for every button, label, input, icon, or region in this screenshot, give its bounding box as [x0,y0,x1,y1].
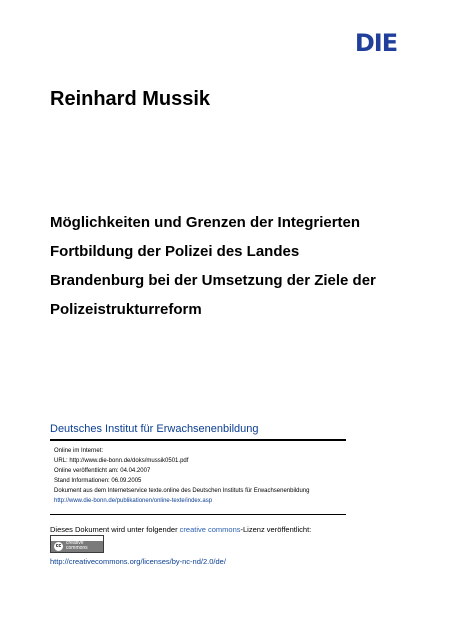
author-name: Reinhard Mussik [50,88,211,110]
info-date: Stand Informationen: 06.09.2005 [54,478,142,484]
document-source: Dokument aus dem Internetservice texte.online des Deutschen Instituts für Erwachsenenbildung [54,488,310,494]
institute-name: Deutsches Institut für Erwachsenenbildung [50,423,259,435]
badge-text [66,541,88,551]
creative-commons-link[interactable]: creative commons [179,525,241,534]
online-texts-link[interactable]: http://www.die-bonn.de/publikationen/online-texte/index.asp [54,498,213,504]
license-text-before: Dieses Dokument wird unter folgender [50,525,180,534]
license-statement [50,525,311,534]
badge-text-line: commons [66,545,88,551]
publication-info [54,446,309,506]
license-text-after: -Lizenz veröffentlicht: [240,525,312,534]
published-date: Online veröffentlicht am: 04.04.2007 [54,468,151,474]
badge-text-line: creative [66,540,84,546]
cc-license-badge[interactable] [50,535,104,553]
document-url: URL: http://www.die-bonn.de/doks/mussik0501.pdf [54,458,189,464]
cc-logo-icon: cc [55,543,62,549]
title-line: Brandenburg bei der Umsetzung der Ziele der [50,272,376,289]
divider [50,439,346,441]
license-url-link[interactable]: http://creativecommons.org/licenses/by-nc-nd/2.0/de/ [50,557,226,566]
title-line: Polizeistrukturreform [50,301,202,318]
document-title [50,208,410,324]
die-logo [352,28,400,58]
divider [50,514,346,515]
title-line: Fortbildung der Polizei des Landes [50,243,300,260]
title-line: Möglichkeiten und Grenzen der Integrierten [50,214,361,231]
die-logo-text: DIE [354,29,398,57]
online-label: Online im Internet: [54,448,104,454]
